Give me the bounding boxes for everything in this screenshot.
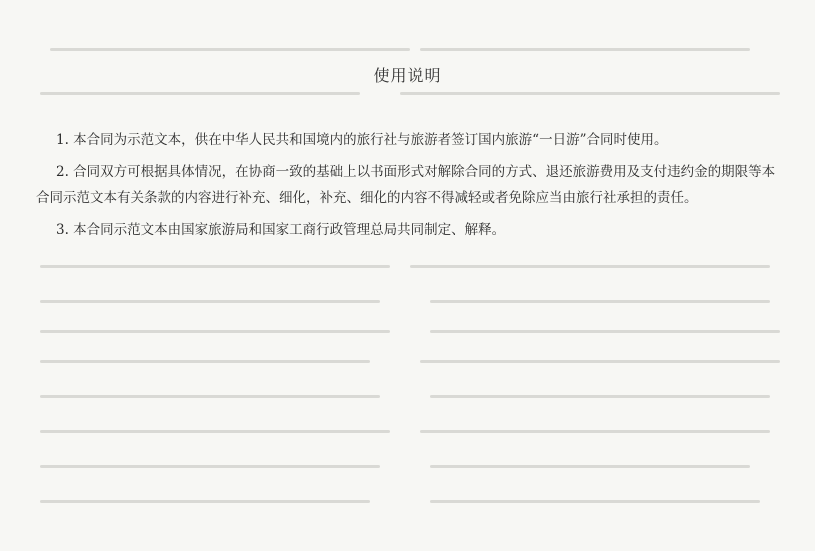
instruction-item-3: 3. 本合同示范文本由国家旅游局和国家工商行政管理总局共同制定、解释。 [56,222,506,238]
instructions-body [36,127,781,243]
page-title: 使用说明 [373,66,442,85]
instruction-item-2: 2. 合同双方可根据具体情况，在协商一致的基础上以书面形式对解除合同的方式、退还旅游费用及支付违约金的期限等本合同示范文本有关条款的内容进行补充、细化，补充、细化的内容不得减轻或者免除应当由旅行社承担的责任。 [36,164,776,206]
instruction-item-1: 1. 本合同为示范文本，供在中华人民共和国境内的旅行社与旅游者签订国内旅游“一日游”合同时使用。 [56,132,668,148]
